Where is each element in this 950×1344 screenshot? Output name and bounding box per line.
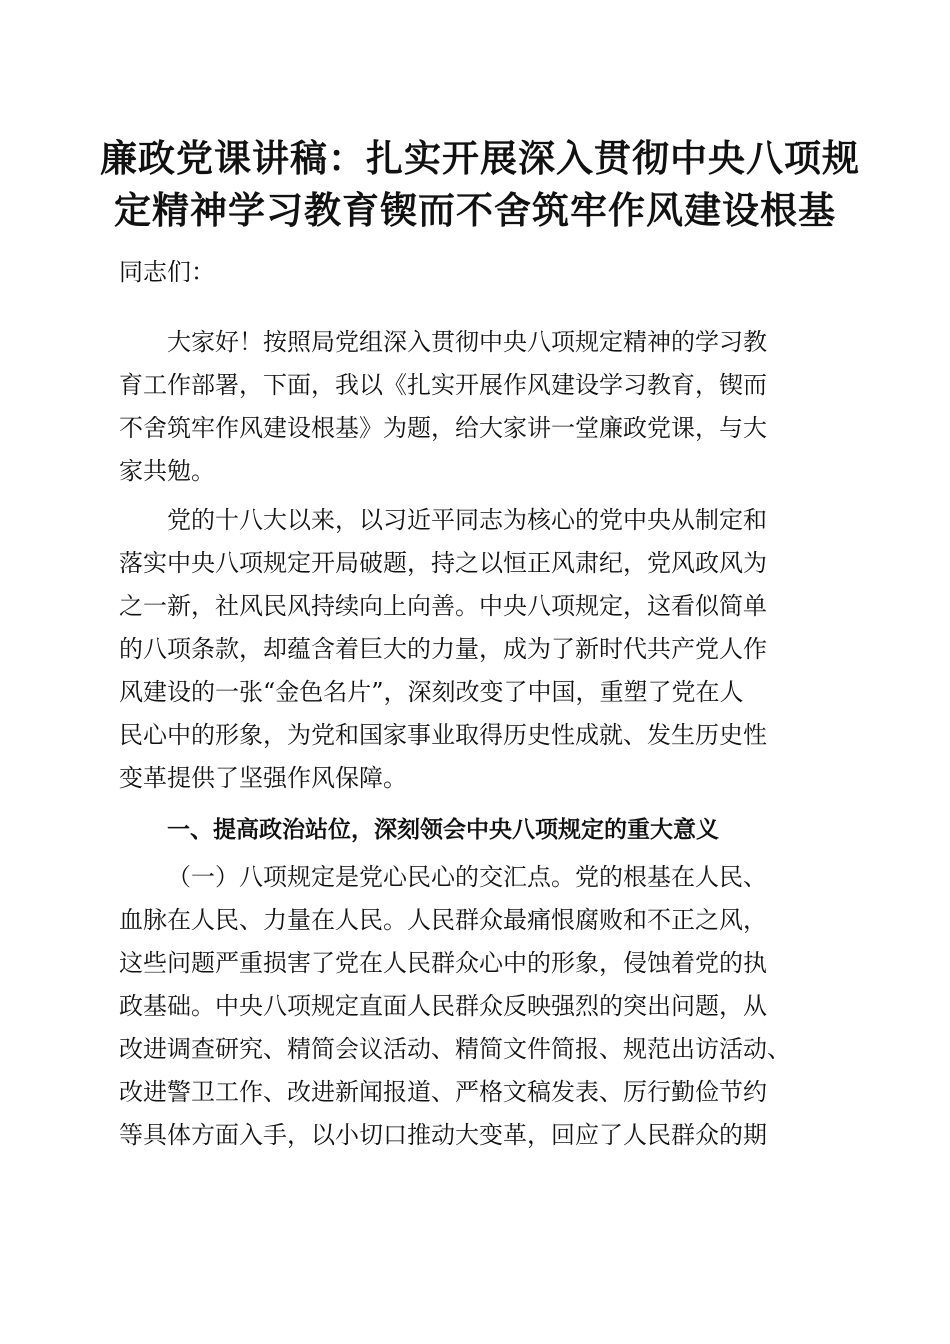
paragraph-line: 民心中的形象，为党和国家事业取得历史性成就、发生历史性 [119,721,767,749]
salutation: 同志们： [119,258,215,286]
paragraph-line: 政基础。中央八项规定直面人民群众反映强烈的突出问题，从 [119,992,767,1020]
paragraph-line: 血脉在人民、力量在人民。人民群众最痛恨腐败和不正之风， [119,906,767,934]
paragraph-line: 这些问题严重损害了党在人民群众心中的形象，侵蚀着党的执 [119,949,767,977]
section-heading: 一、提高政治站位，深刻领会中央八项规定的重大意义 [167,817,719,843]
paragraph-line: 变革提供了坚强作风保障。 [119,764,407,792]
paragraph-line: （一）八项规定是党心民心的交汇点。党的根基在人民、 [167,863,767,891]
paragraph-line: 改进调查研究、精简会议活动、精简文件简报、规范出访活动、 [119,1035,791,1063]
paragraph-line: 的八项条款，却蕴含着巨大的力量，成为了新时代共产党人作 [119,635,767,663]
document-title-line-2: 定精神学习教育锲而不舍筑牢作风建设根基 [114,188,836,232]
paragraph-line: 不舍筑牢作风建设根基》为题，给大家讲一堂廉政党课，与大 [119,414,767,442]
document-title-line-1: 廉政党课讲稿：扎实开展深入贯彻中央八项规 [100,136,860,180]
paragraph-line: 大家好！按照局党组深入贯彻中央八项规定精神的学习教 [167,328,767,356]
paragraph-line: 等具体方面入手，以小切口推动大变革，回应了人民群众的期 [119,1121,767,1149]
paragraph-line: 党的十八大以来，以习近平同志为核心的党中央从制定和 [167,506,767,534]
paragraph-line: 家共勉。 [119,457,215,485]
paragraph-line: 风建设的一张“金色名片”，深刻改变了中国，重塑了党在人 [119,678,744,706]
paragraph-line: 落实中央八项规定开局破题，持之以恒正风肃纪，党风政风为 [119,549,767,577]
paragraph-line: 改进警卫工作、改进新闻报道、严格文稿发表、厉行勤俭节约 [119,1078,767,1106]
paragraph-line: 育工作部署，下面，我以《扎实开展作风建设学习教育，锲而 [119,371,767,399]
paragraph-line: 之一新，社风民风持续向上向善。中央八项规定，这看似简单 [119,592,767,620]
